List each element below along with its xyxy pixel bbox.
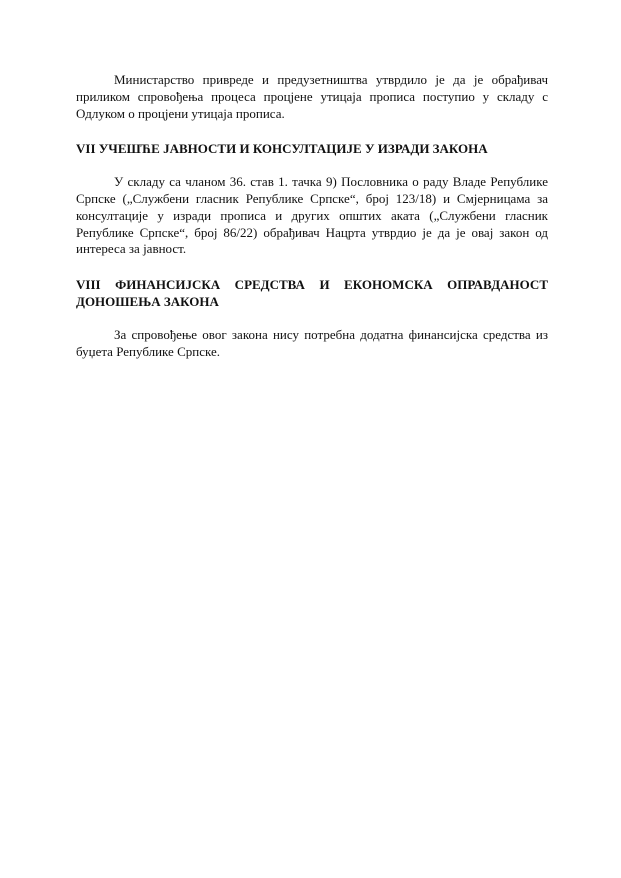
paragraph-public-consultation: У складу са чланом 36. став 1. тачка 9) Пословника о раду Владе Републике Српске („Службени гласник Републике Српске“, број 123/18) и Смјерницама за консултације у изради прописа и других општих аката („Службени гласник Републике Српске“, број 86/22) обрађивач Нацрта утврдио је да је овај закон од интереса за јавност. (76, 174, 548, 257)
spacer (76, 258, 548, 277)
spacer (76, 122, 548, 141)
paragraph-financial-resources: За спровођење овог закона нису потребна додатна финансијска средства из буџета Републике Српске. (76, 326, 548, 359)
spacer (76, 158, 548, 174)
document-content (76, 72, 548, 360)
paragraph-ministry-assessment: Министарство привреде и предузетништва утврдило је да је обрађивач приликом спровођења процеса процјене утицаја прописа поступио у складу с Одлуком о процјени утицаја прописа. (76, 72, 548, 121)
section-heading-viii-line-2: ДОНОШЕЊА ЗАКОНА (76, 293, 219, 309)
spacer (76, 311, 548, 327)
section-heading-viii-line-1: VIII ФИНАНСИЈСКА СРЕДСТВА И ЕКОНОМСКА ОПРАВДАНОСТ (76, 277, 548, 293)
section-heading-vii: VII УЧЕШЋЕ ЈАВНОСТИ И КОНСУЛТАЦИЈЕ У ИЗРАДИ ЗАКОНА (76, 141, 488, 157)
section-heading-viii (76, 277, 548, 311)
